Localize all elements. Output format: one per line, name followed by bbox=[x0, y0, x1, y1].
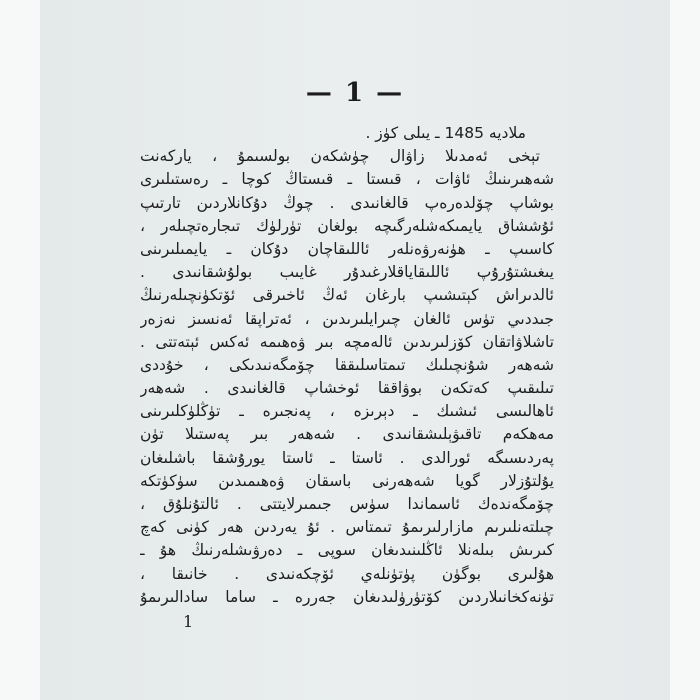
body-text bbox=[140, 122, 554, 609]
text-line: تاشلاۋاتقان كۆزلىرىدىن ئالەمچە بىر ۋەھىمە ئەكس ئېتەتتى . bbox=[140, 332, 554, 351]
text-line: مەھكەم تاقىۋېلىشقانىدى . شەھەر بىر پەستىلا تۈن bbox=[140, 425, 554, 444]
book-page bbox=[40, 0, 670, 700]
text-line: كىرىش بىلەنلا ئاڭلىنىدىغان سوپى ـ دەرۋىشلەرنىڭ ھۇ ـ bbox=[140, 541, 554, 560]
text-line: يىغىشتۇرۇپ ئاللىقاياقلارغىدۇر غايىب بولۇشقانىدى . bbox=[140, 263, 554, 282]
text-line: تىلىقىپ كەتكەن بوۋاققا ئوخشاپ قالغانىدى . شەھەر bbox=[140, 379, 554, 398]
text-line: يۇلتۇزلار گويا شەھەرنى باسقان ۋەھىمىدىن سۈكۈتكە bbox=[140, 471, 554, 490]
chapter-number: — 1 — bbox=[305, 78, 405, 108]
text-line: بوشاپ چۆلدەرەپ قالغانىدى . چوڭ دۇكانلاردىن تارتىپ bbox=[140, 193, 554, 212]
text-line: شەھىرىنىڭ ئاۋات ، قىستا ـ قىستاڭ كوچا ـ رەستىلىرى bbox=[140, 170, 554, 189]
text-line: ئۇششاق يايمىكەشلەرگىچە بولغان تۈرلۈك تىجارەتچىلەر ، bbox=[140, 216, 554, 235]
text-line: تۈنەكخانىلاردىن كۆتۈرۈلىدىغان جەررە ـ ساما سادالىرىمۇ bbox=[140, 587, 554, 606]
text-line: چۆمگەندەك ئاسماندا سۈس جىمىرلايتتى . ئالتۇنلۇق ، bbox=[140, 495, 554, 513]
text-line: تېخى ئەمدىلا زاۋال چۈشكەن بولسىمۇ ، ياركەنت bbox=[140, 147, 540, 166]
text-line: ئاھالىسى ئىشىك ـ دېرىزە ، پەنجىرە ـ تۈڭلۈكلىرىنى bbox=[140, 402, 554, 421]
text-line: ئالدىراش كېتىشىپ بارغان ئەڭ ئاخىرقى ئۆتكۈنچىلەرنىڭ bbox=[140, 286, 554, 305]
text-line: چىلتەنلىرىم مازارلىرىمۇ تىمتاس . ئۇ يەردىن ھەر كۈنى كەچ bbox=[140, 518, 554, 537]
text-line: ھۇلىرى بوگۈن پۈتۈنلەي ئۆچكەنىدى . خانىقا ، bbox=[140, 564, 554, 583]
text-line: جىددىي تۈس ئالغان چىرايلىرىدىن ، ئەتراپقا ئەنسىز نەزەر bbox=[140, 309, 554, 328]
text-line: شەھەر شۇنچىلىك تىمتاسلىققا چۆمگەنىدىكى ، خۇددى bbox=[140, 355, 554, 374]
text-line: ملادیه 1485 ـ يىلى كۈز . bbox=[365, 124, 526, 142]
footnote-marker: 1 bbox=[183, 612, 194, 631]
text-line: پەردىسىگە ئورالدى . ئاستا ـ ئاستا يورۇشقا باشلىغان bbox=[140, 448, 554, 467]
text-line: كاسىپ ـ ھۈنەرۋەنلەر ئاللىقاچان دۇكان ـ يايمىلىرىنى bbox=[140, 239, 554, 258]
